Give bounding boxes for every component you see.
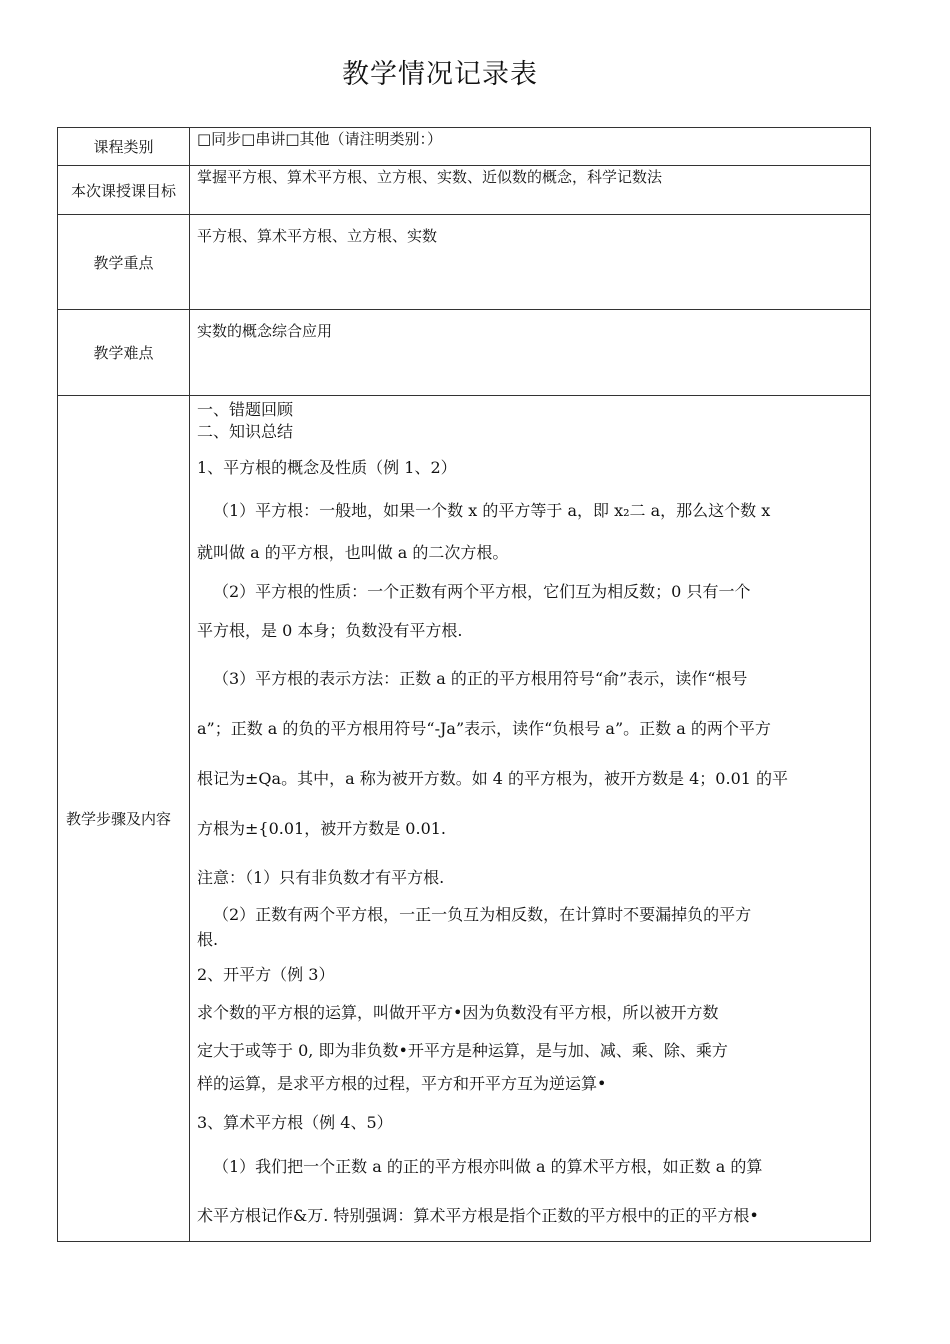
step-line: 1、平方根的概念及性质（例 1、2） [197, 458, 457, 477]
step-line: （2）正数有两个平方根，一正一负互为相反数，在计算时不要漏掉负的平方 [213, 905, 752, 924]
step-line: （1）我们把一个正数 a 的正的平方根亦叫做 a 的算术平方根，如正数 a 的算 [213, 1157, 763, 1176]
step-line: 求个数的平方根的运算，叫做开平方•因为负数没有平方根，所以被开方数 [197, 1003, 719, 1022]
step-line: （2）平方根的性质：一个正数有两个平方根，它们互为相反数；0 只有一个 [213, 582, 751, 601]
step-line: 术平方根记作&万. 特别强调：算术平方根是指个正数的平方根中的正的平方根• [197, 1206, 759, 1225]
step-line: 一、错题回顾 [197, 400, 294, 419]
course-type-value: □同步□串讲□其他（请注明类别：） [190, 128, 871, 166]
step-line: 方根为±{0.01，被开方数是 0.01. [197, 819, 447, 838]
step-line: 2、开平方（例 3） [197, 965, 335, 984]
steps-content [190, 396, 871, 1242]
step-line: 根记为±Qa。其中，a 称为被开方数。如 4 的平方根为，被开方数是 4；0.01 的平 [197, 769, 789, 788]
difficulties-label: 教学难点 [58, 310, 190, 396]
step-line: （1）平方根：一般地，如果一个数 x 的平方等于 a，即 x₂二 a，那么这个数 x [213, 501, 771, 520]
step-line: a”；正数 a 的负的平方根用符号“-Ja”表示，读作“负根号 a”。正数 a 的两个平方 [197, 719, 771, 738]
step-line: 3、算术平方根（例 4、5） [197, 1113, 393, 1132]
key-points-label: 教学重点 [58, 215, 190, 310]
steps-label: 教学步骤及内容 [58, 396, 190, 1242]
step-line: 平方根，是 0 本身；负数没有平方根. [197, 621, 463, 640]
step-line: （3）平方根的表示方法：正数 a 的正的平方根用符号“俞”表示，读作“根号 [213, 669, 748, 688]
step-line: 就叫做 a 的平方根，也叫做 a 的二次方根。 [197, 543, 509, 562]
key-points-value: 平方根、算术平方根、立方根、实数 [190, 215, 871, 310]
course-type-row [58, 128, 871, 166]
key-points-row [58, 215, 871, 310]
goal-value: 掌握平方根、算术平方根、立方根、实数、近似数的概念，科学记数法 [190, 166, 871, 215]
page-title: 教学情况记录表 [342, 59, 538, 90]
step-line: 样的运算，是求平方根的过程，平方和开平方互为逆运算• [197, 1074, 607, 1093]
steps-row [58, 396, 871, 1242]
course-type-label: 课程类别 [58, 128, 190, 166]
goal-row [58, 166, 871, 215]
step-line: 二、知识总结 [197, 422, 294, 441]
difficulties-row [58, 310, 871, 396]
step-line: 根. [197, 930, 219, 949]
goal-label: 本次课授课目标 [58, 166, 190, 215]
record-table [57, 127, 871, 1242]
step-line: 定大于或等于 0, 即为非负数•开平方是种运算，是与加、减、乘、除、乘方 [197, 1041, 728, 1060]
step-line: 注意：（1）只有非负数才有平方根. [197, 868, 445, 887]
difficulties-value: 实数的概念综合应用 [190, 310, 871, 396]
